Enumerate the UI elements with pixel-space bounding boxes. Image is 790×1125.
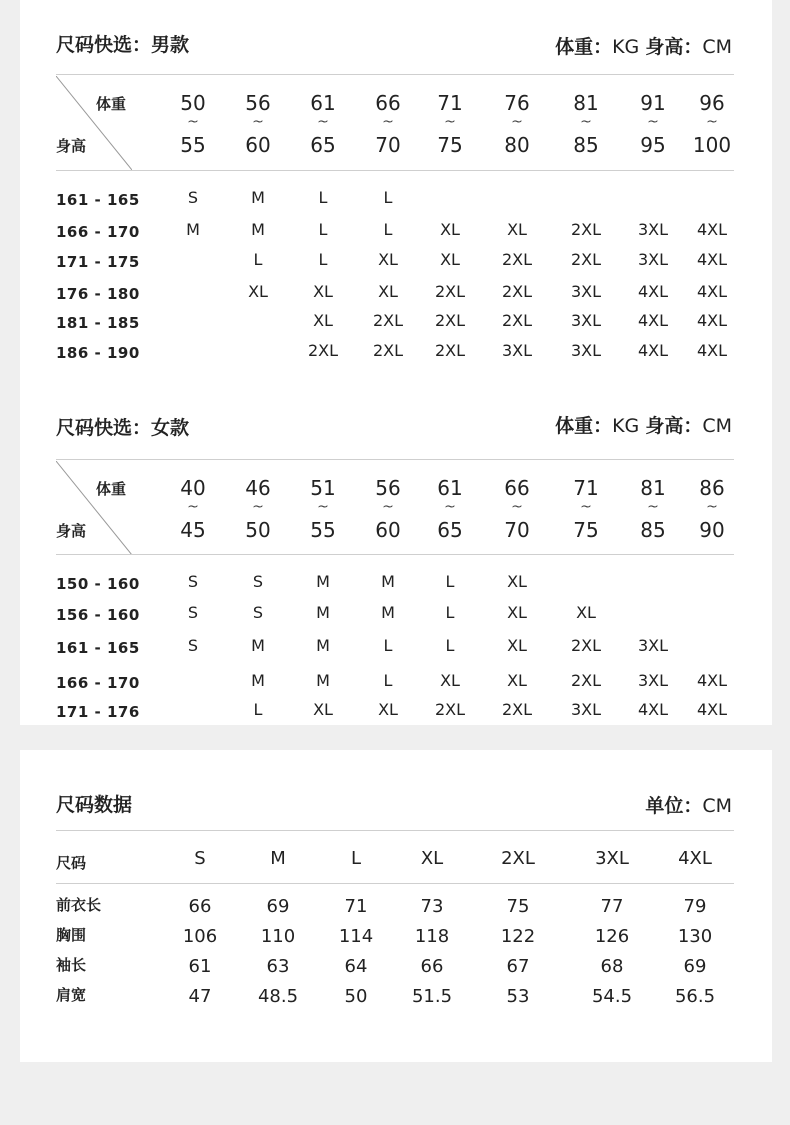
size-cell: M xyxy=(251,220,265,239)
tilde-separator: ~ xyxy=(252,114,264,130)
measurement-value: 73 xyxy=(420,896,444,917)
tilde-separator: ~ xyxy=(706,499,718,515)
weight-min: 66 xyxy=(375,91,401,115)
tilde-separator: ~ xyxy=(382,114,394,130)
weight-max: 85 xyxy=(640,518,666,542)
size-cell: XL xyxy=(576,603,596,622)
height-range-label: 186 - 190 xyxy=(56,344,140,362)
size-cell: XL xyxy=(440,250,460,269)
weight-min: 66 xyxy=(504,476,530,500)
size-cell: XL xyxy=(313,282,333,301)
weight-min: 86 xyxy=(699,476,725,500)
height-range-label: 176 - 180 xyxy=(56,285,140,303)
weight-min: 46 xyxy=(245,476,271,500)
size-cell: 2XL xyxy=(372,311,404,330)
weight-min: 71 xyxy=(573,476,599,500)
weight-max: 70 xyxy=(375,133,401,157)
weight-min: 56 xyxy=(375,476,401,500)
size-cell: M xyxy=(316,603,330,622)
tilde-separator: ~ xyxy=(706,114,718,130)
weight-max: 80 xyxy=(504,133,530,157)
size-cell: M xyxy=(251,671,265,690)
size-cell: 4XL xyxy=(696,282,728,301)
measurement-value: 79 xyxy=(683,896,707,917)
size-column-header: 3XL xyxy=(595,848,629,869)
size-cell: 2XL xyxy=(501,700,533,719)
weight-max: 90 xyxy=(699,518,725,542)
men-section-title: 尺码快选：男款 xyxy=(56,34,190,56)
weight-min: 71 xyxy=(437,91,463,115)
size-column-header: 4XL xyxy=(678,848,712,869)
tilde-separator: ~ xyxy=(580,499,592,515)
size-cell: 3XL xyxy=(570,341,602,360)
tilde-separator: ~ xyxy=(647,114,659,130)
weight-min: 56 xyxy=(245,91,271,115)
corner-weight-label: 体重 xyxy=(96,480,127,498)
size-column-header: 2XL xyxy=(501,848,535,869)
measurement-value: 47 xyxy=(188,986,212,1007)
size-cell: XL xyxy=(313,311,333,330)
size-cell: 3XL xyxy=(637,250,669,269)
size-cell: 4XL xyxy=(637,311,669,330)
measurement-value: 77 xyxy=(600,896,624,917)
size-cell: 3XL xyxy=(637,636,669,655)
size-cell: 3XL xyxy=(570,700,602,719)
women-unit-label: 体重：KG 身高：CM xyxy=(555,415,732,437)
tilde-separator: ~ xyxy=(382,499,394,515)
measurement-value: 122 xyxy=(500,926,536,947)
size-cell: 3XL xyxy=(501,341,533,360)
size-column-header: M xyxy=(270,848,286,869)
weight-min: 61 xyxy=(310,91,336,115)
measurement-label: 前衣长 xyxy=(56,896,102,914)
weight-min: 51 xyxy=(310,476,336,500)
size-cell: 4XL xyxy=(696,220,728,239)
measurement-label: 肩宽 xyxy=(56,986,87,1004)
measurement-label: 胸围 xyxy=(56,926,87,944)
size-cell: M xyxy=(316,572,330,591)
divider xyxy=(56,554,734,555)
size-cell: 2XL xyxy=(307,341,339,360)
size-cell: 4XL xyxy=(696,311,728,330)
size-cell: XL xyxy=(507,572,527,591)
size-cell: 3XL xyxy=(570,282,602,301)
men-unit-label: 体重：KG 身高：CM xyxy=(555,36,732,58)
height-range-label: 171 - 175 xyxy=(56,253,140,271)
weight-max: 95 xyxy=(640,133,666,157)
size-cell: M xyxy=(381,603,395,622)
size-cell: S xyxy=(187,188,199,207)
measurement-value: 114 xyxy=(338,926,374,947)
size-cell: 2XL xyxy=(570,671,602,690)
tilde-separator: ~ xyxy=(580,114,592,130)
size-cell: M xyxy=(251,636,265,655)
measurement-value: 75 xyxy=(506,896,530,917)
size-cell: L xyxy=(318,188,328,207)
size-cell: L xyxy=(253,250,263,269)
weight-min: 81 xyxy=(640,476,666,500)
measurement-value: 130 xyxy=(677,926,713,947)
measurement-value: 66 xyxy=(188,896,212,917)
size-cell: L xyxy=(445,603,455,622)
divider xyxy=(56,459,734,460)
size-cell: XL xyxy=(440,220,460,239)
weight-min: 96 xyxy=(699,91,725,115)
size-cell: 4XL xyxy=(696,700,728,719)
size-cell: S xyxy=(252,572,264,591)
weight-max: 60 xyxy=(375,518,401,542)
weight-max: 85 xyxy=(573,133,599,157)
measurement-value: 61 xyxy=(188,956,212,977)
size-column-header: S xyxy=(194,848,206,869)
size-column-header: L xyxy=(350,848,362,869)
height-range-label: 166 - 170 xyxy=(56,223,140,241)
weight-min: 76 xyxy=(504,91,530,115)
size-cell: XL xyxy=(378,282,398,301)
size-cell: 2XL xyxy=(501,311,533,330)
divider xyxy=(56,883,734,884)
size-cell: XL xyxy=(507,671,527,690)
tilde-separator: ~ xyxy=(511,499,523,515)
tilde-separator: ~ xyxy=(444,499,456,515)
size-cell: 3XL xyxy=(637,671,669,690)
tilde-separator: ~ xyxy=(252,499,264,515)
measurement-value: 69 xyxy=(266,896,290,917)
height-range-label: 161 - 165 xyxy=(56,191,140,209)
size-data-card xyxy=(20,750,772,1062)
measurement-value: 67 xyxy=(506,956,530,977)
measurement-value: 69 xyxy=(683,956,707,977)
size-cell: S xyxy=(187,572,199,591)
size-cell: M xyxy=(381,572,395,591)
size-cell: 2XL xyxy=(501,250,533,269)
measurement-value: 110 xyxy=(260,926,296,947)
size-cell: XL xyxy=(507,220,527,239)
size-cell: XL xyxy=(440,671,460,690)
size-cell: L xyxy=(318,220,328,239)
size-header-label: 尺码 xyxy=(56,854,87,872)
size-cell: XL xyxy=(507,603,527,622)
measurement-value: 68 xyxy=(600,956,624,977)
measurement-value: 63 xyxy=(266,956,290,977)
size-cell: L xyxy=(318,250,328,269)
measurement-label: 袖长 xyxy=(56,956,87,974)
size-cell: 4XL xyxy=(696,671,728,690)
size-column-header: XL xyxy=(420,848,444,869)
size-cell: M xyxy=(251,188,265,207)
tilde-separator: ~ xyxy=(511,114,523,130)
size-cell: L xyxy=(383,671,393,690)
height-range-label: 181 - 185 xyxy=(56,314,140,332)
weight-max: 75 xyxy=(437,133,463,157)
size-cell: L xyxy=(445,572,455,591)
size-cell: 2XL xyxy=(434,341,466,360)
weight-max: 100 xyxy=(692,133,732,157)
size-cell: 2XL xyxy=(570,636,602,655)
size-cell: 3XL xyxy=(570,311,602,330)
size-cell: L xyxy=(383,188,393,207)
weight-min: 91 xyxy=(640,91,666,115)
height-range-label: 166 - 170 xyxy=(56,674,140,692)
divider xyxy=(56,74,734,75)
weight-min: 40 xyxy=(180,476,206,500)
measurement-value: 56.5 xyxy=(674,986,716,1007)
weight-max: 65 xyxy=(437,518,463,542)
corner-diagonal xyxy=(56,76,132,170)
weight-max: 45 xyxy=(180,518,206,542)
tilde-separator: ~ xyxy=(187,114,199,130)
corner-weight-label: 体重 xyxy=(96,95,127,113)
measurement-value: 118 xyxy=(414,926,450,947)
size-cell: 2XL xyxy=(570,220,602,239)
measurement-value: 50 xyxy=(344,986,368,1007)
measurement-value: 64 xyxy=(344,956,368,977)
measurement-value: 66 xyxy=(420,956,444,977)
corner-height-label: 身高 xyxy=(56,522,87,540)
size-cell: 3XL xyxy=(637,220,669,239)
height-range-label: 171 - 176 xyxy=(56,703,140,721)
size-cell: 4XL xyxy=(637,700,669,719)
height-range-label: 161 - 165 xyxy=(56,639,140,657)
weight-max: 65 xyxy=(310,133,336,157)
height-range-label: 150 - 160 xyxy=(56,575,140,593)
divider xyxy=(56,830,734,831)
size-cell: 2XL xyxy=(372,341,404,360)
size-cell: 2XL xyxy=(434,311,466,330)
weight-max: 55 xyxy=(180,133,206,157)
weight-max: 50 xyxy=(245,518,271,542)
size-cell: L xyxy=(253,700,263,719)
size-cell: L xyxy=(383,220,393,239)
size-cell: 2XL xyxy=(434,700,466,719)
size-cell: 2XL xyxy=(501,282,533,301)
size-cell: 2XL xyxy=(434,282,466,301)
size-cell: 4XL xyxy=(696,250,728,269)
size-cell: XL xyxy=(507,636,527,655)
weight-min: 61 xyxy=(437,476,463,500)
size-cell: 2XL xyxy=(570,250,602,269)
tilde-separator: ~ xyxy=(647,499,659,515)
measurement-value: 48.5 xyxy=(257,986,299,1007)
corner-diagonal xyxy=(56,461,132,555)
size-cell: 4XL xyxy=(637,341,669,360)
measurement-value: 53 xyxy=(506,986,530,1007)
size-cell: XL xyxy=(248,282,268,301)
size-cell: S xyxy=(252,603,264,622)
women-section-title: 尺码快选：女款 xyxy=(56,417,190,439)
height-range-label: 156 - 160 xyxy=(56,606,140,624)
size-cell: M xyxy=(316,636,330,655)
size-cell: S xyxy=(187,636,199,655)
tilde-separator: ~ xyxy=(444,114,456,130)
measurement-value: 51.5 xyxy=(411,986,453,1007)
size-data-title: 尺码数据 xyxy=(56,794,133,816)
weight-max: 75 xyxy=(573,518,599,542)
size-cell: 4XL xyxy=(637,282,669,301)
size-cell: L xyxy=(383,636,393,655)
size-cell: XL xyxy=(378,700,398,719)
measurement-value: 54.5 xyxy=(591,986,633,1007)
weight-min: 81 xyxy=(573,91,599,115)
measurement-value: 71 xyxy=(344,896,368,917)
corner-height-label: 身高 xyxy=(56,137,87,155)
weight-max: 70 xyxy=(504,518,530,542)
measurement-value: 106 xyxy=(182,926,218,947)
weight-min: 50 xyxy=(180,91,206,115)
size-picker-card xyxy=(20,0,772,725)
size-cell: 4XL xyxy=(696,341,728,360)
tilde-separator: ~ xyxy=(187,499,199,515)
weight-max: 60 xyxy=(245,133,271,157)
weight-max: 55 xyxy=(310,518,336,542)
tilde-separator: ~ xyxy=(317,499,329,515)
size-cell: XL xyxy=(378,250,398,269)
size-cell: M xyxy=(186,220,200,239)
size-data-unit: 单位：CM xyxy=(645,795,732,817)
divider xyxy=(56,170,734,171)
measurement-value: 126 xyxy=(594,926,630,947)
size-cell: M xyxy=(316,671,330,690)
tilde-separator: ~ xyxy=(317,114,329,130)
size-cell: S xyxy=(187,603,199,622)
size-cell: L xyxy=(445,636,455,655)
size-cell: XL xyxy=(313,700,333,719)
